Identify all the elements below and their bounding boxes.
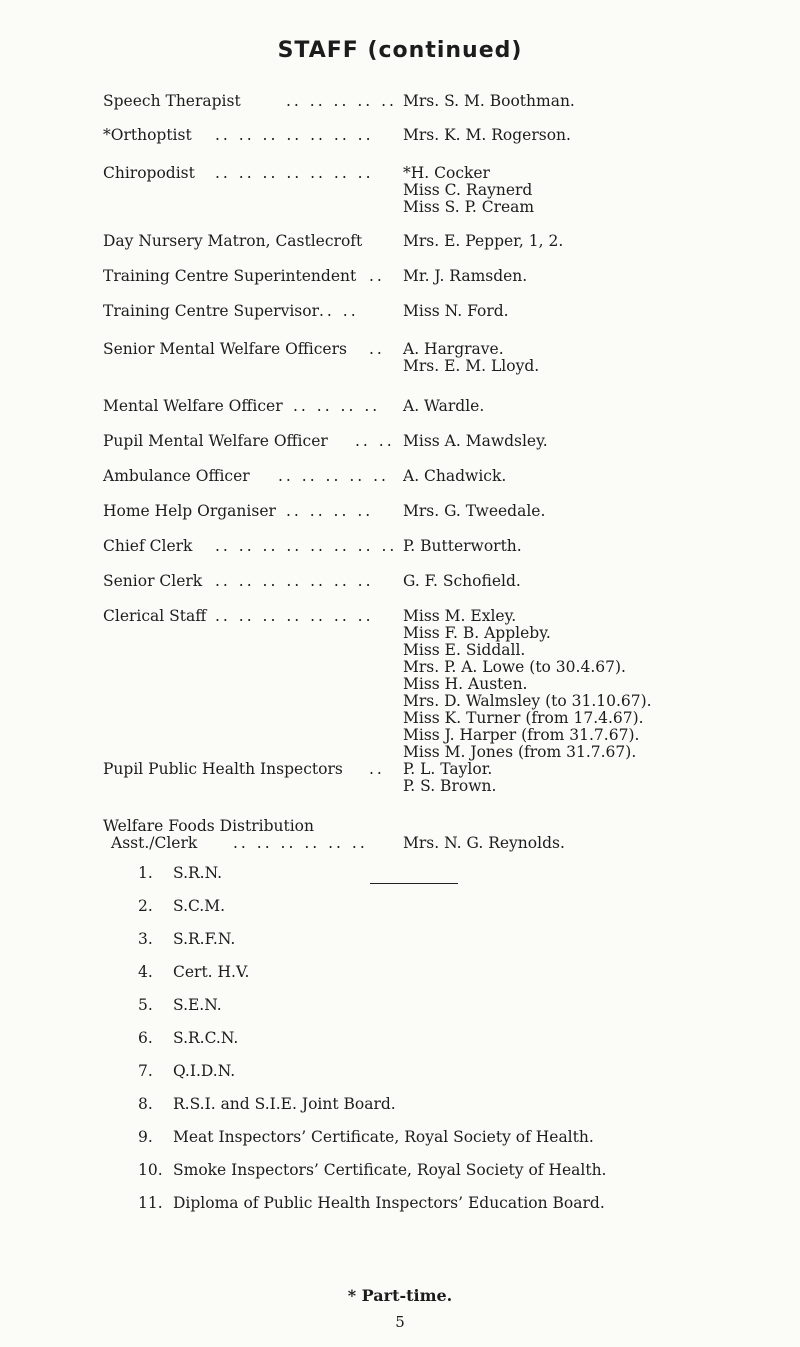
leader-dots: .. .. .. .. .. — [278, 467, 389, 485]
leader-dots: .. .. .. .. .. .. .. — [215, 126, 374, 144]
note-number: 4. — [138, 963, 153, 981]
note-number: 3. — [138, 930, 153, 948]
leader-dots: .. — [369, 340, 385, 358]
staff-name: Miss J. Harper (from 31.7.67). — [403, 726, 640, 744]
staff-role: Mental Welfare Officer — [103, 397, 283, 415]
leader-dots: .. .. .. .. — [293, 397, 381, 415]
staff-name: Mrs. E. Pepper, 1, 2. — [403, 232, 564, 250]
part-time-note: * Part-time. — [347, 1286, 453, 1305]
staff-name: Miss M. Exley. — [403, 607, 517, 625]
staff-name: G. F. Schofield. — [403, 572, 521, 590]
staff-names — [403, 341, 539, 375]
note-number: 5. — [138, 996, 153, 1014]
note-item — [138, 1129, 738, 1146]
staff-name: Miss A. Mawdsley. — [403, 432, 548, 450]
note-number: 9. — [138, 1128, 153, 1146]
staff-name: Miss M. Jones (from 31.7.67). — [403, 743, 637, 761]
staff-names — [403, 608, 652, 761]
note-number: 6. — [138, 1029, 153, 1047]
leader-dots: .. .. .. .. .. .. .. .. — [215, 537, 398, 555]
note-text: R.S.I. and S.I.E. Joint Board. — [173, 1095, 396, 1113]
staff-names — [403, 503, 545, 520]
note-item — [138, 865, 738, 882]
staff-name: Mrs. N. G. Reynolds. — [403, 834, 565, 852]
note-number: 8. — [138, 1095, 153, 1113]
staff-names — [403, 761, 496, 795]
staff-name: Miss E. Siddall. — [403, 641, 526, 659]
staff-role: Clerical Staff — [103, 607, 207, 625]
leader-dots: .. .. — [355, 432, 395, 450]
note-text: Meat Inspectors’ Certificate, Royal Society of Health. — [173, 1128, 594, 1146]
staff-name: Mrs. K. M. Rogerson. — [403, 126, 571, 144]
note-item — [138, 1030, 738, 1047]
staff-names — [403, 468, 506, 485]
staff-role: Pupil Public Health Inspectors — [103, 760, 343, 778]
note-text: Smoke Inspectors’ Certificate, Royal Society of Health. — [173, 1161, 607, 1179]
note-item — [138, 997, 738, 1014]
staff-name: Miss K. Turner (from 17.4.67). — [403, 709, 644, 727]
staff-names — [403, 835, 565, 852]
staff-name: Miss C. Raynerd — [403, 181, 533, 199]
leader-dots: .. .. — [319, 302, 359, 320]
leader-dots: .. .. .. .. .. .. .. — [215, 572, 374, 590]
staff-name: P. S. Brown. — [403, 777, 497, 795]
note-text: S.R.C.N. — [173, 1029, 239, 1047]
staff-role: Senior Mental Welfare Officers — [103, 340, 347, 358]
note-text: S.C.M. — [173, 897, 226, 915]
staff-role: Welfare Foods Distribution — [103, 817, 314, 835]
note-number: 2. — [138, 897, 153, 915]
note-text: Diploma of Public Health Inspectors’ Education Board. — [173, 1194, 605, 1212]
staff-role-continued: Asst./Clerk — [111, 834, 198, 852]
page-title: STAFF (continued) — [277, 38, 523, 63]
note-item — [138, 964, 738, 981]
staff-name: *H. Cocker — [403, 164, 490, 182]
note-text: S.R.N. — [173, 864, 223, 882]
staff-names — [403, 303, 509, 320]
leader-dots: .. — [369, 267, 385, 285]
note-item — [138, 1162, 738, 1179]
staff-name: Mrs. G. Tweedale. — [403, 502, 546, 520]
staff-name: Miss N. Ford. — [403, 302, 509, 320]
staff-names — [403, 573, 521, 590]
section-divider — [370, 883, 458, 884]
note-text: S.E.N. — [173, 996, 222, 1014]
staff-role: Day Nursery Matron, Castlecroft — [103, 232, 363, 250]
staff-name: P. L. Taylor. — [403, 760, 493, 778]
note-item — [138, 1063, 738, 1080]
staff-role: Training Centre Superintendent — [103, 267, 357, 285]
note-item — [138, 931, 738, 948]
note-number: 7. — [138, 1062, 153, 1080]
staff-names — [403, 398, 484, 415]
staff-role: Pupil Mental Welfare Officer — [103, 432, 328, 450]
staff-name: Mrs. S. M. Boothman. — [403, 92, 575, 110]
staff-names — [403, 93, 575, 110]
leader-dots: .. .. .. .. .. .. — [233, 834, 368, 852]
note-text: Q.I.D.N. — [173, 1062, 236, 1080]
staff-name: Mrs. P. A. Lowe (to 30.4.67). — [403, 658, 626, 676]
staff-name: Mr. J. Ramsden. — [403, 267, 528, 285]
note-text: Cert. H.V. — [173, 963, 250, 981]
leader-dots: .. .. .. .. .. — [286, 92, 397, 110]
staff-role: *Orthoptist — [103, 126, 192, 144]
staff-names — [403, 127, 571, 144]
staff-role: Chiropodist — [103, 164, 195, 182]
staff-names — [403, 538, 522, 555]
leader-dots: .. — [369, 760, 385, 778]
staff-role: Training Centre Supervisor — [103, 302, 319, 320]
note-text: S.R.F.N. — [173, 930, 236, 948]
staff-names — [403, 433, 548, 450]
staff-names — [403, 233, 563, 250]
staff-name: P. Butterworth. — [403, 537, 522, 555]
staff-name: A. Wardle. — [403, 397, 485, 415]
note-item — [138, 1195, 738, 1212]
note-item — [138, 898, 738, 915]
staff-role: Speech Therapist — [103, 92, 241, 110]
leader-dots: .. .. .. .. .. .. .. — [215, 607, 374, 625]
staff-role: Home Help Organiser — [103, 502, 276, 520]
staff-name: Miss F. B. Appleby. — [403, 624, 551, 642]
staff-role: Ambulance Officer — [103, 467, 250, 485]
staff-name: Miss H. Austen. — [403, 675, 528, 693]
staff-names — [403, 268, 527, 285]
staff-name: A. Chadwick. — [403, 467, 507, 485]
staff-name: Mrs. D. Walmsley (to 31.10.67). — [403, 692, 652, 710]
staff-name: Miss S. P. Cream — [403, 198, 535, 216]
staff-names — [403, 165, 534, 216]
note-number: 11. — [138, 1194, 163, 1212]
staff-role: Chief Clerk — [103, 537, 193, 555]
staff-name: Mrs. E. M. Lloyd. — [403, 357, 540, 375]
leader-dots: .. .. .. .. .. .. .. — [215, 164, 374, 182]
note-number: 10. — [138, 1161, 163, 1179]
page-number: 5 — [395, 1313, 405, 1331]
note-number: 1. — [138, 864, 153, 882]
staff-role: Senior Clerk — [103, 572, 203, 590]
staff-name: A. Hargrave. — [403, 340, 504, 358]
note-item — [138, 1096, 738, 1113]
leader-dots: .. .. .. .. — [286, 502, 374, 520]
